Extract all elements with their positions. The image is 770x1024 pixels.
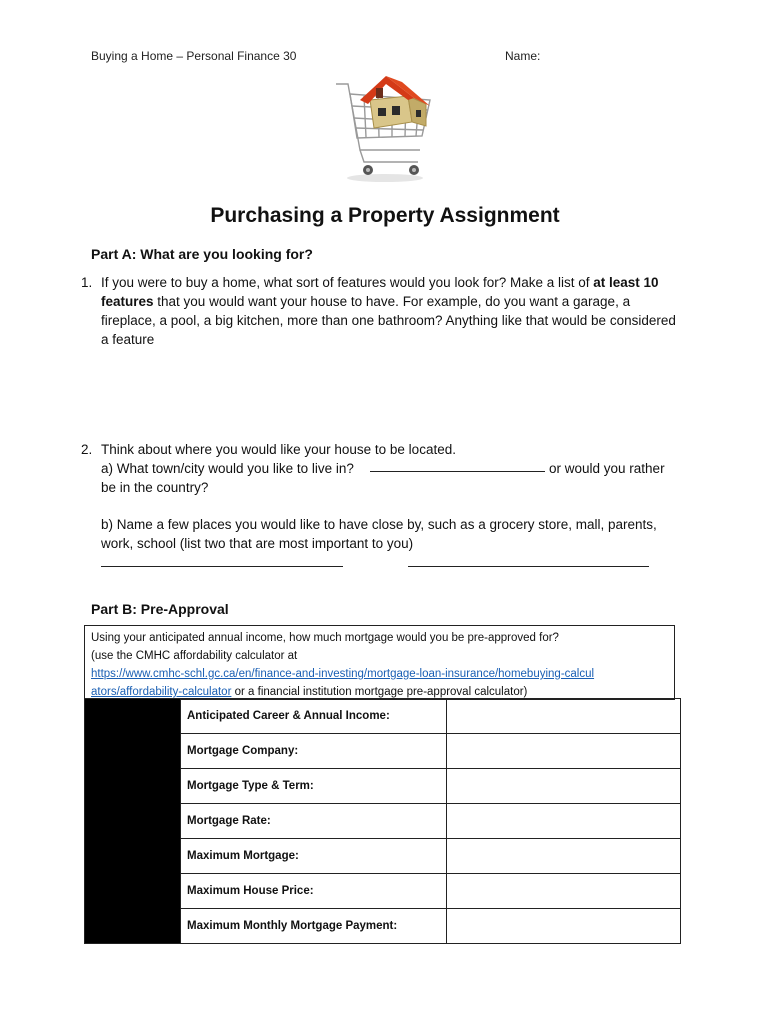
- part-b-heading: Part B: Pre-Approval: [91, 601, 229, 617]
- row-label-maximum-house-price: Maximum House Price:: [181, 874, 447, 909]
- row-label-mortgage-rate: Mortgage Rate:: [181, 804, 447, 839]
- question-1-text-pre: If you were to buy a home, what sort of features would you look for? Make a list of: [101, 275, 594, 290]
- row-label-career-income: Anticipated Career & Annual Income:: [181, 699, 447, 734]
- question-2-line1: Think about where you would like your house to be located.: [101, 442, 456, 457]
- page-title: Purchasing a Property Assignment: [210, 204, 560, 227]
- table-black-column: [85, 699, 181, 944]
- place-1-answer-line[interactable]: [101, 566, 343, 567]
- question-2-number: 2.: [81, 442, 93, 457]
- question-1-number: 1.: [81, 275, 93, 290]
- answer-cell-maximum-house-price[interactable]: [447, 874, 681, 909]
- cmhc-calculator-link-continued[interactable]: ators/affordability-calculator: [91, 686, 232, 698]
- question-1-text: [101, 273, 681, 349]
- town-city-answer-line[interactable]: [370, 471, 545, 472]
- row-label-mortgage-company: Mortgage Company:: [181, 734, 447, 769]
- house-in-shopping-cart-image: [330, 70, 440, 185]
- table-row: [85, 699, 681, 734]
- instructions-line-3: or a financial institution mortgage pre-approval calculator): [231, 686, 528, 698]
- part-a-heading: Part A: What are you looking for?: [91, 246, 313, 262]
- question-2a-text-end: be in the country?: [101, 480, 209, 495]
- row-label-mortgage-type-term: Mortgage Type & Term:: [181, 769, 447, 804]
- question-2a-text: a) What town/city would you like to live in?: [101, 461, 354, 476]
- header-name-label: Name:: [505, 49, 541, 63]
- row-label-maximum-monthly-payment: Maximum Monthly Mortgage Payment:: [181, 909, 447, 944]
- answer-cell-maximum-mortgage[interactable]: [447, 839, 681, 874]
- cmhc-calculator-link[interactable]: https://www.cmhc-schl.gc.ca/en/finance-and-investing/mortgage-loan-insurance/homebuying-calcul: [91, 668, 595, 680]
- question-2b-text: b) Name a few places you would like to have close by, such as a grocery store, mall, parents, work, school (list two that are most important to you): [101, 517, 657, 551]
- pre-approval-table: [84, 698, 681, 944]
- answer-cell-maximum-monthly-payment[interactable]: [447, 909, 681, 944]
- answer-cell-mortgage-type-term[interactable]: [447, 769, 681, 804]
- answer-cell-mortgage-company[interactable]: [447, 734, 681, 769]
- question-1-text-bold: at least 10 features: [101, 275, 659, 309]
- question-2a-text-continued: or would you rather: [549, 461, 665, 476]
- instructions-line-2: (use the CMHC affordability calculator at: [91, 650, 298, 662]
- place-2-answer-line[interactable]: [408, 566, 649, 567]
- answer-cell-career-income[interactable]: [447, 699, 681, 734]
- question-1-text-post: that you would want your house to have. For example, do you want a garage, a fireplace, a pool, a big kitchen, more than one bathroom? Anything like that would be considered a feature: [101, 294, 676, 347]
- header-course-title: Buying a Home – Personal Finance 30: [91, 49, 297, 63]
- pre-approval-instructions-box: [84, 625, 675, 700]
- instructions-line-1: Using your anticipated annual income, how much mortgage would you be pre-approved for?: [91, 632, 559, 644]
- answer-cell-mortgage-rate[interactable]: [447, 804, 681, 839]
- row-label-maximum-mortgage: Maximum Mortgage:: [181, 839, 447, 874]
